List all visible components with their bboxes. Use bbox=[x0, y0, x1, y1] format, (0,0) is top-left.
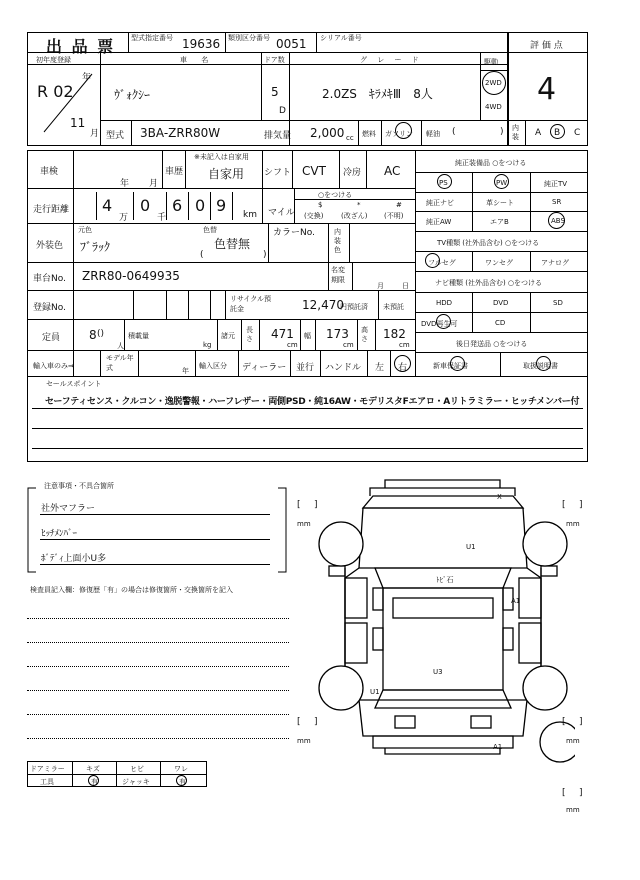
note-3: ﾎﾞﾃﾞｨ上面小U多 bbox=[41, 554, 107, 564]
tire-fl-open: [ bbox=[297, 500, 301, 510]
mileage-sen: 千 bbox=[157, 213, 167, 223]
tire-spare-open: [ bbox=[562, 788, 566, 798]
tire-rl-open: [ bbox=[297, 717, 301, 727]
exchange: (交換) bbox=[304, 212, 324, 220]
mileage-circle-note: ○をつける bbox=[318, 191, 353, 199]
model-year-label: モデル年式 bbox=[106, 354, 134, 372]
load-kg: kg bbox=[203, 341, 212, 349]
reg-label: 登録No. bbox=[33, 303, 66, 313]
car-diagram bbox=[315, 478, 575, 768]
mark-left-rear: U1 bbox=[370, 688, 380, 696]
mark-right-door: A1 bbox=[511, 597, 521, 605]
steering-right-circle bbox=[394, 355, 411, 372]
mileage-km: km bbox=[243, 210, 257, 220]
height-cm: cm bbox=[399, 341, 410, 349]
equip-nav: 純正ナビ bbox=[426, 199, 454, 207]
tire-spare-mm: mm bbox=[566, 806, 580, 814]
length-label: 長さ bbox=[246, 326, 253, 343]
import-label: 輸入車のみ⇒ bbox=[33, 362, 74, 370]
tv-oneseg: ワンセグ bbox=[485, 259, 513, 267]
history-label: 車歴 bbox=[165, 167, 184, 177]
width-label: 幅 bbox=[304, 332, 311, 340]
height-label: 高さ bbox=[361, 326, 368, 343]
mileage-d4: 0 bbox=[195, 196, 206, 215]
door-d: D bbox=[279, 106, 286, 116]
tampered: (改ざん) bbox=[341, 212, 368, 220]
nav-dvd-play-circle bbox=[436, 314, 451, 329]
inspection-year-unit: 年 bbox=[120, 179, 130, 189]
first-reg-label: 初年度登録 bbox=[36, 56, 71, 64]
tire-rl-mm: mm bbox=[297, 737, 311, 745]
unknown: (不明) bbox=[384, 212, 404, 220]
class-no: 0051 bbox=[276, 37, 307, 51]
expiry-day-unit: 日 bbox=[402, 282, 409, 290]
cc-value: 2,000 bbox=[310, 126, 345, 140]
drive-4wd: 4WD bbox=[485, 103, 502, 111]
width-value: 173 bbox=[326, 327, 349, 341]
color-no-label: カラーNo. bbox=[273, 228, 315, 238]
recycle-status: 円預託済 bbox=[340, 303, 368, 311]
tire-rl-close: ] bbox=[314, 717, 318, 727]
height-value: 182 bbox=[383, 327, 406, 341]
later-warranty-circle bbox=[450, 356, 465, 371]
interior-c: C bbox=[574, 128, 581, 138]
chassis-label: 車台No. bbox=[33, 274, 66, 284]
nav-title: ナビ種類 (社外品含む) ○をつける bbox=[435, 279, 543, 287]
import-dealer: ディーラー bbox=[242, 363, 287, 373]
chassis-value: ZRR80-0649935 bbox=[82, 269, 180, 283]
cc-label: 排気量 bbox=[264, 131, 292, 141]
nav-cd: CD bbox=[495, 319, 506, 327]
nav-sd: SD bbox=[553, 299, 563, 307]
fuel-gasoline: ガソリン bbox=[385, 130, 413, 138]
recycle-value: 12,470 bbox=[302, 298, 344, 312]
legend-break: ワレ bbox=[174, 765, 188, 773]
capacity-value: 8 bbox=[89, 328, 97, 342]
mileage-d3: 6 bbox=[172, 196, 183, 215]
tire-fr-mm: mm bbox=[566, 520, 580, 528]
legend-scratch: キズ bbox=[86, 765, 100, 773]
interior-label: 内装 bbox=[512, 124, 519, 141]
grade-score-label: 評 価 点 bbox=[530, 41, 563, 51]
length-value: 471 bbox=[271, 327, 294, 341]
equip-pw-circle bbox=[494, 174, 509, 189]
ac-value: AC bbox=[384, 164, 401, 178]
page-title: 出 品 票 bbox=[46, 37, 116, 56]
import-type-label: 輸入区分 bbox=[199, 362, 227, 370]
mileage-man: 万 bbox=[119, 213, 129, 223]
equip-sr: SR bbox=[552, 198, 562, 206]
tv-analog: アナログ bbox=[541, 259, 569, 267]
mileage-label: 走行距離 bbox=[33, 205, 70, 215]
legend-jack-circle bbox=[176, 775, 187, 786]
month-unit: 月 bbox=[90, 129, 100, 139]
inspection-month-unit: 月 bbox=[149, 179, 159, 189]
interior-color-label: 内装色 bbox=[334, 228, 341, 254]
tv-fullseg-circle bbox=[425, 253, 440, 268]
repaint-label: 色替 bbox=[203, 226, 217, 234]
equip-aw: 純正AW bbox=[426, 218, 452, 226]
steering-label: ハンドル bbox=[325, 363, 362, 373]
doors-label: ドア数 bbox=[264, 56, 285, 64]
later-manual-circle bbox=[536, 356, 551, 371]
inspector-label: 検査員記入欄：修復歴「有」の場合は修復箇所・交換箇所を記入 bbox=[30, 586, 233, 594]
orig-color-label: 元色 bbox=[78, 226, 92, 234]
capacity-label: 定員 bbox=[42, 333, 61, 343]
equip-airbag: エアB bbox=[490, 218, 509, 226]
first-reg-month: 11 bbox=[70, 116, 86, 130]
legend-tools: 工具 bbox=[40, 778, 54, 786]
tire-rr-close: ] bbox=[579, 717, 583, 727]
expiry-month-unit: 月 bbox=[377, 282, 384, 290]
doors: 5 bbox=[271, 85, 279, 99]
tire-rr-open: [ bbox=[562, 717, 566, 727]
equip-leather: 革シート bbox=[486, 199, 514, 207]
mileage-d1: 4 bbox=[102, 196, 113, 215]
mark-hood: U1 bbox=[466, 543, 476, 551]
mark-windshield: ﾄﾋﾞ石 bbox=[436, 576, 454, 584]
grade-score: 4 bbox=[537, 72, 557, 107]
dollar: $ bbox=[318, 201, 323, 209]
equip-pw: PW bbox=[496, 179, 508, 187]
tv-fullseg: フルセグ bbox=[428, 259, 456, 267]
interior-b: B bbox=[554, 128, 561, 138]
recycle-label: リサイクル預託金 bbox=[230, 295, 272, 313]
exterior-label: 外装色 bbox=[36, 241, 64, 251]
fuel-paren-close: ) bbox=[500, 127, 504, 137]
recycle-unpaid: 未預託 bbox=[383, 303, 404, 311]
mark-roof: U3 bbox=[433, 668, 443, 676]
grade-label: グ レ ー ド bbox=[360, 56, 423, 64]
import-parallel: 並行 bbox=[296, 363, 315, 373]
note-2: ﾋｯﾁﾒﾝﾊﾞｰ bbox=[41, 529, 78, 539]
tire-rr-mm: mm bbox=[566, 737, 580, 745]
length-cm: cm bbox=[287, 341, 298, 349]
steering-right: 右 bbox=[398, 363, 408, 373]
nav-hdd: HDD bbox=[436, 299, 453, 307]
later-title: 後日発送品 ○をつける bbox=[456, 340, 528, 348]
model-label: 車 名 bbox=[180, 56, 215, 64]
capacity-unit: 人 bbox=[117, 342, 124, 350]
legend-crack: ヒビ bbox=[130, 765, 144, 773]
shift-value: CVT bbox=[302, 164, 326, 178]
tire-fl-close: ] bbox=[314, 500, 318, 510]
ac-label: 冷房 bbox=[343, 168, 362, 178]
equip-abs: ABS bbox=[551, 217, 565, 225]
legend-tools-have: 有 bbox=[91, 778, 98, 786]
mileage-d2: 0 bbox=[140, 196, 151, 215]
mark-front-bumper: X bbox=[497, 493, 502, 501]
drive-2wd: 2WD bbox=[485, 79, 502, 87]
type-label: 型式 bbox=[106, 131, 125, 141]
fuel-paren-open: ( bbox=[452, 127, 456, 137]
nav-dvd: DVD bbox=[493, 299, 509, 307]
mileage-d5: 9 bbox=[216, 196, 227, 215]
size-label: 諸元 bbox=[221, 332, 235, 340]
repaint-paren-open: ( bbox=[200, 250, 204, 260]
sales-text: セーフティセンス・クルコン・逸脱警報・ハーフレザー・両側PSD・純16AW・モデリスタFエアロ・Aリトラミラー・ヒッチメンバー付 bbox=[45, 397, 580, 407]
equip-abs-circle bbox=[548, 212, 565, 229]
interior-a: A bbox=[535, 128, 542, 138]
history-note: ※未記入は自家用 bbox=[194, 153, 249, 161]
shift-label: シフト bbox=[264, 168, 292, 178]
oem-title: 純正装備品 ○をつける bbox=[455, 159, 527, 167]
history-value: 自家用 bbox=[208, 167, 245, 181]
legend-door-mirror: ドアミラー bbox=[30, 765, 65, 773]
star: * bbox=[357, 201, 361, 209]
interior-b-circle bbox=[550, 124, 565, 139]
cc-unit: cc bbox=[346, 134, 354, 142]
drive-label: 駆動 bbox=[484, 58, 498, 66]
steering-left: 左 bbox=[375, 363, 385, 373]
auth-no: 19636 bbox=[182, 37, 221, 51]
note-1: 社外マフラー bbox=[41, 504, 96, 514]
tire-fr-close: ] bbox=[579, 500, 583, 510]
serial-label: シリアル番号 bbox=[320, 34, 362, 42]
notes-label: 注意事項・不具合箇所 bbox=[44, 482, 114, 490]
tire-fl-mm: mm bbox=[297, 520, 311, 528]
legend-tools-circle bbox=[88, 775, 99, 786]
legend-jack: ジャッキ bbox=[122, 778, 150, 786]
model-year-unit: 年 bbox=[182, 367, 189, 375]
title-expiry-label: 名変期限 bbox=[331, 266, 345, 284]
legend-jack-have: 有 bbox=[179, 778, 186, 786]
tire-spare-close: ] bbox=[579, 788, 583, 798]
fuel-circle bbox=[395, 122, 412, 139]
mile-label: マイル bbox=[268, 208, 295, 218]
grade-value: 2.0ZS ｷﾗﾒｷⅢ 8人 bbox=[322, 87, 433, 101]
sales-label: セールスポイント bbox=[46, 380, 102, 388]
equip-ps-circle bbox=[437, 174, 452, 189]
equip-tv: 純正TV bbox=[544, 180, 568, 188]
auth-no-label: 型式指定番号 bbox=[131, 34, 173, 42]
repaint-paren-close: ) bbox=[263, 250, 267, 260]
equip-ps: PS bbox=[439, 179, 448, 187]
later-manual: 取扱説明書 bbox=[523, 362, 558, 370]
load-label: 積載量 bbox=[128, 332, 149, 340]
orig-color: ﾌﾞﾗｯｸ bbox=[80, 240, 111, 254]
capacity-paren: () bbox=[97, 329, 105, 339]
type-value: 3BA-ZRR80W bbox=[140, 126, 221, 140]
inspection-label: 車検 bbox=[40, 167, 59, 177]
tv-title: TV種類 (社外品含む) ○をつける bbox=[437, 239, 540, 247]
hash: # bbox=[396, 201, 402, 209]
nav-dvd-play: DVD再生可 bbox=[421, 320, 458, 328]
first-reg-era: R 02 bbox=[37, 82, 74, 101]
fuel-label: 燃料 bbox=[362, 130, 376, 138]
later-warranty: 新車保証書 bbox=[433, 362, 468, 370]
width-cm: cm bbox=[343, 341, 354, 349]
tire-fr-open: [ bbox=[562, 500, 566, 510]
car-name: ｳﾞｫｸｼｰ bbox=[114, 88, 151, 102]
year-unit: 年 bbox=[82, 73, 92, 83]
fuel-diesel: 軽油 bbox=[426, 130, 440, 138]
mark-rear-bumper: A1 bbox=[493, 743, 503, 751]
repaint-value: 色替無 bbox=[214, 237, 251, 251]
class-no-label: 類別区分番号 bbox=[228, 34, 270, 42]
